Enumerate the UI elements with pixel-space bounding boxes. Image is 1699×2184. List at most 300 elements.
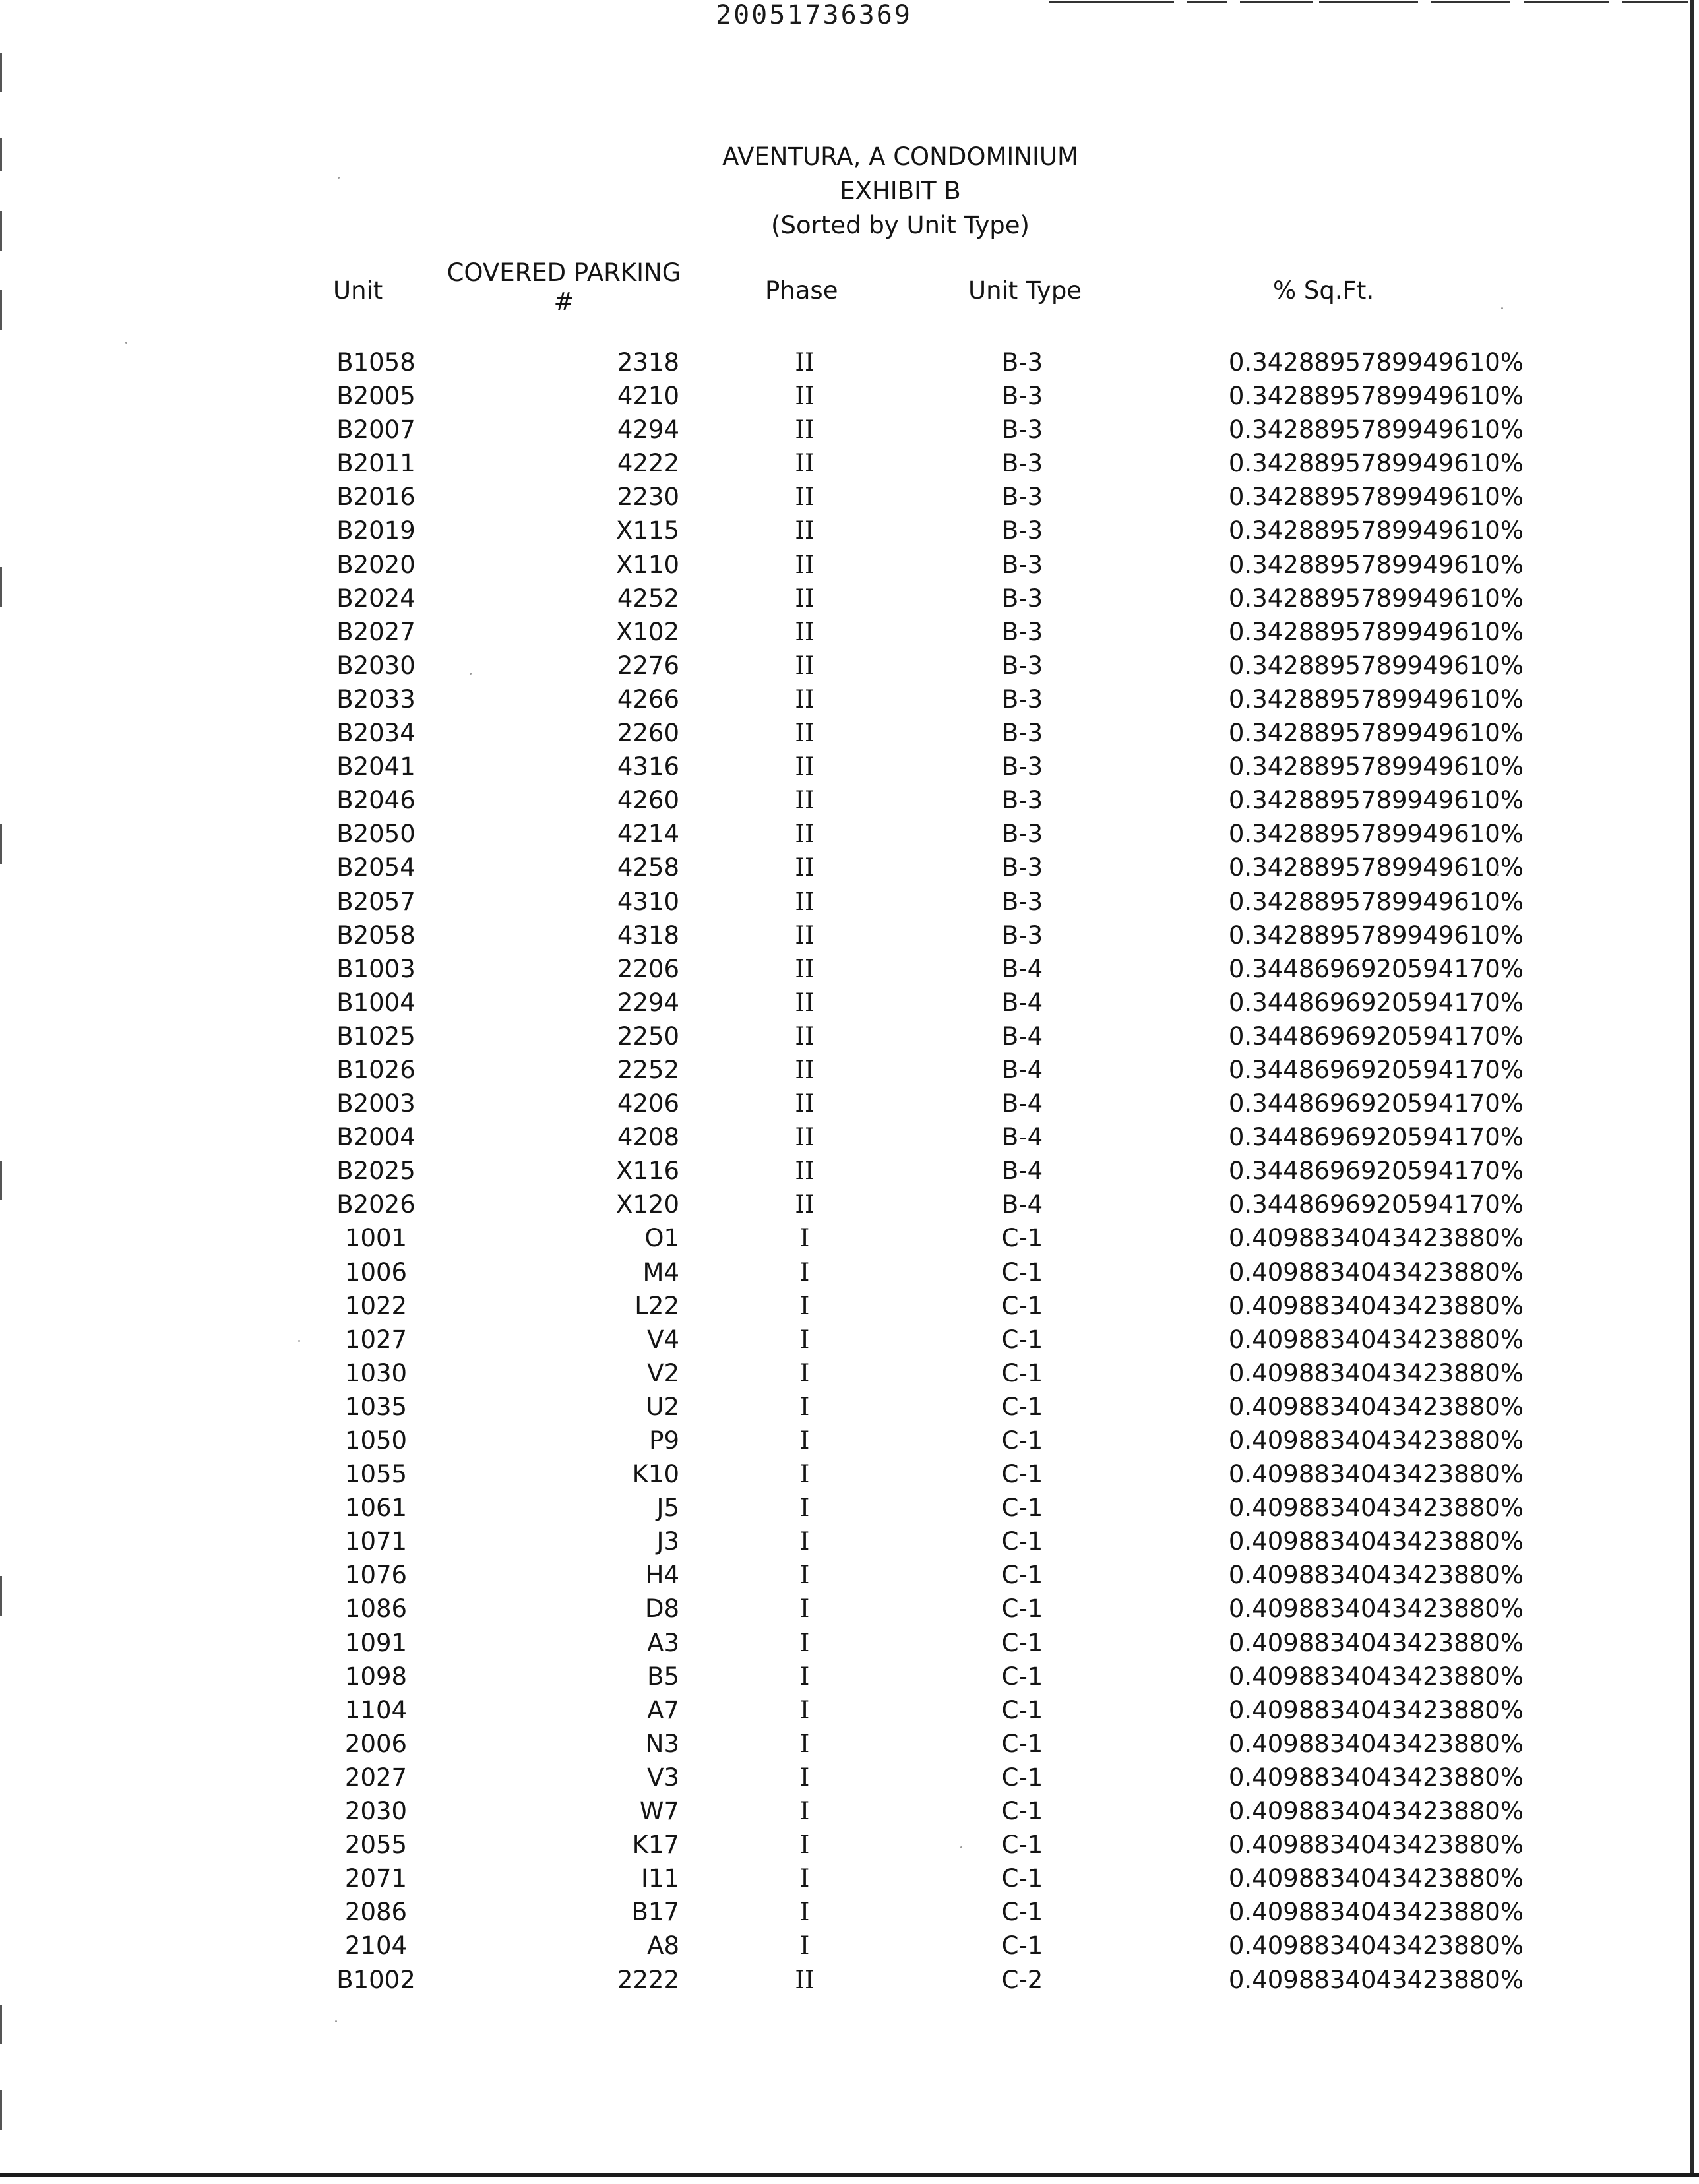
pct-sqft-cell: 0.4098834043423880% — [1228, 1291, 1524, 1320]
phase-cell: II — [795, 516, 815, 545]
pct-sqft-cell: 0.4098834043423880% — [1228, 1898, 1524, 1927]
unit-cell: B2046 — [336, 786, 416, 815]
phase-cell: I — [799, 1494, 810, 1523]
unit-type-cell: B-3 — [1001, 786, 1043, 815]
table-row — [0, 1459, 1699, 1492]
phase-cell: I — [799, 1594, 810, 1623]
unit-cell: B2034 — [336, 719, 416, 748]
unit-cell: B2026 — [336, 1190, 416, 1219]
phase-cell: I — [799, 1797, 810, 1826]
parking-cell: 2230 — [617, 483, 679, 512]
table-row — [0, 1054, 1699, 1088]
scan-edge-mark — [0, 290, 2, 330]
parking-cell: B5 — [647, 1662, 679, 1691]
parking-cell: 2250 — [617, 1021, 679, 1050]
unit-cell: 2071 — [344, 1864, 408, 1893]
unit-type-cell: B-3 — [1001, 415, 1043, 444]
scan-edge-mark — [0, 138, 2, 171]
pct-sqft-cell: 0.3448696920594170% — [1228, 1021, 1524, 1050]
parking-cell: J5 — [656, 1494, 679, 1523]
phase-cell: II — [795, 1089, 815, 1118]
pct-sqft-cell: 0.3428895789949610% — [1228, 617, 1524, 646]
pct-sqft-cell: 0.4098834043423880% — [1228, 1662, 1524, 1691]
unit-cell: 1104 — [344, 1695, 408, 1724]
table-row — [0, 751, 1699, 785]
phase-cell: II — [795, 887, 815, 916]
pct-sqft-cell: 0.4098834043423880% — [1228, 1695, 1524, 1724]
unit-type-cell: C-1 — [1001, 1931, 1043, 1960]
unit-type-cell: C-1 — [1001, 1594, 1043, 1623]
table-row — [0, 1593, 1699, 1627]
parking-cell: 2206 — [617, 954, 679, 983]
unit-cell: 1076 — [344, 1561, 408, 1590]
phase-cell: II — [795, 449, 815, 478]
table-row — [0, 886, 1699, 920]
scan-rule — [1524, 1, 1609, 3]
table-row — [0, 1661, 1699, 1695]
unit-type-cell: B-3 — [1001, 483, 1043, 512]
scan-rule — [1622, 1, 1688, 3]
unit-cell: B1003 — [336, 954, 416, 983]
pct-sqft-cell: 0.4098834043423880% — [1228, 1864, 1524, 1893]
table-row — [0, 684, 1699, 717]
unit-cell: 2086 — [344, 1898, 408, 1927]
unit-type-cell: C-1 — [1001, 1662, 1043, 1691]
table-row — [0, 1762, 1699, 1796]
parking-cell: X120 — [616, 1190, 679, 1219]
unit-type-cell: B-3 — [1001, 516, 1043, 545]
pct-sqft-cell: 0.4098834043423880% — [1228, 1358, 1524, 1387]
pct-sqft-cell: 0.4098834043423880% — [1228, 1594, 1524, 1623]
unit-cell: B2004 — [336, 1123, 416, 1152]
unit-cell: B2020 — [336, 550, 416, 579]
parking-cell: U2 — [646, 1392, 679, 1421]
unit-type-cell: B-4 — [1001, 1021, 1043, 1050]
phase-cell: II — [795, 719, 815, 748]
parking-cell: 4210 — [617, 382, 679, 411]
header-covered-parking — [442, 257, 686, 318]
pct-sqft-cell: 0.4098834043423880% — [1228, 1931, 1524, 1960]
pct-sqft-cell: 0.3428895789949610% — [1228, 786, 1524, 815]
scan-rule — [1187, 1, 1227, 3]
pct-sqft-cell: 0.4098834043423880% — [1228, 1426, 1524, 1455]
table-row — [0, 1257, 1699, 1290]
unit-cell: 1061 — [344, 1494, 408, 1523]
phase-cell: II — [795, 1157, 815, 1186]
phase-cell: I — [799, 1763, 810, 1792]
pct-sqft-cell: 0.3448696920594170% — [1228, 954, 1524, 983]
parking-cell: I11 — [641, 1864, 679, 1893]
unit-type-cell: B-3 — [1001, 550, 1043, 579]
unit-cell: 1006 — [344, 1258, 408, 1287]
scan-speck — [125, 342, 127, 344]
parking-cell: 2276 — [617, 651, 679, 680]
table-row — [0, 1796, 1699, 1829]
phase-cell: I — [799, 1561, 810, 1590]
unit-type-cell: C-1 — [1001, 1258, 1043, 1287]
pct-sqft-cell: 0.3428895789949610% — [1228, 752, 1524, 781]
pct-sqft-cell: 0.3428895789949610% — [1228, 483, 1524, 512]
pct-sqft-cell: 0.3428895789949610% — [1228, 348, 1524, 377]
table-row — [0, 448, 1699, 481]
unit-type-cell: B-3 — [1001, 921, 1043, 950]
phase-cell: II — [795, 382, 815, 411]
table-row — [0, 347, 1699, 380]
table-row — [0, 987, 1699, 1021]
pct-sqft-cell: 0.4098834043423880% — [1228, 1965, 1524, 1994]
document-title — [660, 140, 1141, 243]
parking-cell: X102 — [616, 617, 679, 646]
pct-sqft-cell: 0.3448696920594170% — [1228, 1157, 1524, 1186]
pct-sqft-cell: 0.3428895789949610% — [1228, 719, 1524, 748]
unit-cell: B2058 — [336, 921, 416, 950]
table-row — [0, 1021, 1699, 1054]
scan-rule — [1240, 1, 1313, 3]
phase-cell: II — [795, 1123, 815, 1152]
table-row — [0, 1189, 1699, 1223]
table-row — [0, 1728, 1699, 1762]
parking-cell: 4318 — [617, 921, 679, 950]
unit-type-cell: C-1 — [1001, 1426, 1043, 1455]
table-row — [0, 1896, 1699, 1930]
unit-cell: 1030 — [344, 1358, 408, 1387]
parking-cell: A3 — [647, 1628, 679, 1657]
parking-cell: 4260 — [617, 786, 679, 815]
phase-cell: I — [799, 1898, 810, 1927]
pct-sqft-cell: 0.3448696920594170% — [1228, 1123, 1524, 1152]
phase-cell: II — [795, 1021, 815, 1050]
pct-sqft-cell: 0.3428895789949610% — [1228, 651, 1524, 680]
table-row — [0, 1930, 1699, 1964]
unit-type-cell: B-3 — [1001, 449, 1043, 478]
unit-cell: B2019 — [336, 516, 416, 545]
phase-cell: I — [799, 1662, 810, 1691]
unit-type-cell: B-4 — [1001, 988, 1043, 1017]
parking-cell: D8 — [644, 1594, 679, 1623]
unit-type-cell: C-2 — [1001, 1965, 1043, 1994]
unit-cell: B2005 — [336, 382, 416, 411]
unit-type-cell: B-3 — [1001, 752, 1043, 781]
parking-cell: L22 — [634, 1291, 679, 1320]
pct-sqft-cell: 0.4098834043423880% — [1228, 1797, 1524, 1826]
parking-cell: X116 — [616, 1157, 679, 1186]
phase-cell: II — [795, 483, 815, 512]
unit-cell: 1098 — [344, 1662, 408, 1691]
parking-cell: V3 — [647, 1763, 679, 1792]
unit-type-cell: B-3 — [1001, 887, 1043, 916]
unit-type-cell: B-3 — [1001, 584, 1043, 613]
scan-page-edge-bottom — [0, 2173, 1699, 2177]
table-row — [0, 954, 1699, 987]
header-unit: Unit — [333, 276, 383, 305]
phase-cell: II — [795, 1190, 815, 1219]
phase-cell: I — [799, 1527, 810, 1556]
unit-cell: 1055 — [344, 1460, 408, 1489]
scan-rule — [1431, 1, 1510, 3]
phase-cell: I — [799, 1831, 810, 1860]
parking-cell: 4310 — [617, 887, 679, 916]
unit-type-cell: B-3 — [1001, 719, 1043, 748]
pct-sqft-cell: 0.3428895789949610% — [1228, 684, 1524, 713]
pct-sqft-cell: 0.3428895789949610% — [1228, 820, 1524, 849]
parking-cell: 2252 — [617, 1055, 679, 1084]
parking-cell: K17 — [632, 1831, 679, 1860]
table-row — [0, 1425, 1699, 1459]
table-row — [0, 1088, 1699, 1122]
unit-cell: B2054 — [336, 853, 416, 882]
table-row — [0, 1358, 1699, 1391]
unit-type-cell: C-1 — [1001, 1729, 1043, 1758]
unit-cell: 1086 — [344, 1594, 408, 1623]
phase-cell: II — [795, 550, 815, 579]
unit-cell: B2016 — [336, 483, 416, 512]
parking-cell: 4294 — [617, 415, 679, 444]
parking-cell: 2294 — [617, 988, 679, 1017]
table-row — [0, 1122, 1699, 1155]
pct-sqft-cell: 0.4098834043423880% — [1228, 1561, 1524, 1590]
pct-sqft-cell: 0.4098834043423880% — [1228, 1224, 1524, 1253]
unit-cell: B2030 — [336, 651, 416, 680]
parking-cell: 4252 — [617, 584, 679, 613]
parking-cell: V4 — [647, 1325, 679, 1354]
parking-cell: X110 — [616, 550, 679, 579]
table-row — [0, 380, 1699, 414]
parking-cell: N3 — [645, 1729, 679, 1758]
unit-cell: B1026 — [336, 1055, 416, 1084]
phase-cell: I — [799, 1358, 810, 1387]
pct-sqft-cell: 0.3428895789949610% — [1228, 887, 1524, 916]
phase-cell: I — [799, 1224, 810, 1253]
table-row — [0, 1695, 1699, 1728]
phase-cell: II — [795, 651, 815, 680]
parking-cell: A8 — [647, 1931, 679, 1960]
phase-cell: I — [799, 1931, 810, 1960]
unit-type-cell: B-4 — [1001, 1055, 1043, 1084]
header-pct-sqft: % Sq.Ft. — [1273, 276, 1375, 305]
units-table — [0, 347, 1699, 1998]
unit-cell: B2007 — [336, 415, 416, 444]
scan-rule — [1049, 1, 1174, 3]
scan-edge-mark — [0, 2090, 2, 2130]
unit-type-cell: B-3 — [1001, 651, 1043, 680]
parking-cell: A7 — [647, 1695, 679, 1724]
scan-edge-mark — [0, 211, 2, 251]
table-row — [0, 818, 1699, 852]
unit-type-cell: B-4 — [1001, 1157, 1043, 1186]
parking-cell: X115 — [616, 516, 679, 545]
parking-cell: 2222 — [617, 1965, 679, 1994]
table-row — [0, 549, 1699, 583]
unit-cell: B1004 — [336, 988, 416, 1017]
pct-sqft-cell: 0.4098834043423880% — [1228, 1325, 1524, 1354]
unit-type-cell: B-3 — [1001, 820, 1043, 849]
unit-type-cell: C-1 — [1001, 1358, 1043, 1387]
table-row — [0, 481, 1699, 515]
unit-cell: 1035 — [344, 1392, 408, 1421]
unit-type-cell: C-1 — [1001, 1494, 1043, 1523]
pct-sqft-cell: 0.3428895789949610% — [1228, 550, 1524, 579]
table-row — [0, 1964, 1699, 1998]
phase-cell: I — [799, 1460, 810, 1489]
phase-cell: II — [795, 954, 815, 983]
parking-cell: 4206 — [617, 1089, 679, 1118]
pct-sqft-cell: 0.3448696920594170% — [1228, 988, 1524, 1017]
phase-cell: II — [795, 752, 815, 781]
phase-cell: II — [795, 348, 815, 377]
header-covered-parking-line1: COVERED PARKING — [447, 258, 681, 287]
unit-cell: B2003 — [336, 1089, 416, 1118]
phase-cell: I — [799, 1291, 810, 1320]
unit-type-cell: C-1 — [1001, 1224, 1043, 1253]
unit-type-cell: C-1 — [1001, 1797, 1043, 1826]
table-row — [0, 920, 1699, 954]
unit-cell: B2033 — [336, 684, 416, 713]
title-line: EXHIBIT B — [840, 177, 961, 205]
unit-type-cell: C-1 — [1001, 1898, 1043, 1927]
title-line: (Sorted by Unit Type) — [771, 211, 1030, 239]
unit-cell: B2011 — [336, 449, 416, 478]
table-row — [0, 1526, 1699, 1560]
unit-type-cell: B-4 — [1001, 1123, 1043, 1152]
table-row — [0, 1863, 1699, 1896]
phase-cell: II — [795, 988, 815, 1017]
unit-type-cell: C-1 — [1001, 1864, 1043, 1893]
unit-cell: 1001 — [344, 1224, 408, 1253]
pct-sqft-cell: 0.4098834043423880% — [1228, 1494, 1524, 1523]
phase-cell: I — [799, 1628, 810, 1657]
table-row — [0, 1560, 1699, 1593]
phase-cell: I — [799, 1325, 810, 1354]
unit-type-cell: C-1 — [1001, 1527, 1043, 1556]
unit-cell: B1058 — [336, 348, 416, 377]
table-row — [0, 414, 1699, 448]
scan-speck — [335, 2020, 337, 2022]
phase-cell: II — [795, 1965, 815, 1994]
unit-cell: B2024 — [336, 584, 416, 613]
table-row — [0, 717, 1699, 751]
unit-cell: 2104 — [344, 1931, 408, 1960]
unit-cell: B1002 — [336, 1965, 416, 1994]
pct-sqft-cell: 0.4098834043423880% — [1228, 1258, 1524, 1287]
unit-cell: B2027 — [336, 617, 416, 646]
unit-cell: 1071 — [344, 1527, 408, 1556]
unit-cell: B2057 — [336, 887, 416, 916]
table-row — [0, 1829, 1699, 1863]
parking-cell: 4214 — [617, 820, 679, 849]
phase-cell: I — [799, 1864, 810, 1893]
pct-sqft-cell: 0.3448696920594170% — [1228, 1190, 1524, 1219]
unit-cell: B2025 — [336, 1157, 416, 1186]
pct-sqft-cell: 0.3428895789949610% — [1228, 853, 1524, 882]
parking-cell: 2318 — [617, 348, 679, 377]
phase-cell: I — [799, 1729, 810, 1758]
parking-cell: O1 — [644, 1224, 679, 1253]
pct-sqft-cell: 0.4098834043423880% — [1228, 1628, 1524, 1657]
table-row — [0, 1223, 1699, 1256]
unit-cell: B1025 — [336, 1021, 416, 1050]
unit-type-cell: B-3 — [1001, 382, 1043, 411]
unit-type-cell: B-3 — [1001, 348, 1043, 377]
pct-sqft-cell: 0.3428895789949610% — [1228, 382, 1524, 411]
pct-sqft-cell: 0.3448696920594170% — [1228, 1055, 1524, 1084]
parking-cell: 2260 — [617, 719, 679, 748]
pct-sqft-cell: 0.3428895789949610% — [1228, 449, 1524, 478]
table-row — [0, 852, 1699, 886]
scan-edge-mark — [0, 2005, 2, 2044]
unit-type-cell: B-3 — [1001, 617, 1043, 646]
unit-type-cell: B-3 — [1001, 684, 1043, 713]
table-row — [0, 515, 1699, 549]
document-number: 20051736369 — [716, 0, 912, 30]
scan-speck — [1501, 307, 1503, 309]
unit-cell: 1022 — [344, 1291, 408, 1320]
phase-cell: I — [799, 1258, 810, 1287]
parking-cell: J3 — [656, 1527, 679, 1556]
header-phase: Phase — [765, 276, 838, 305]
parking-cell: 4208 — [617, 1123, 679, 1152]
unit-type-cell: C-1 — [1001, 1628, 1043, 1657]
phase-cell: II — [795, 786, 815, 815]
unit-type-cell: C-1 — [1001, 1291, 1043, 1320]
unit-type-cell: C-1 — [1001, 1763, 1043, 1792]
unit-cell: 2006 — [344, 1729, 408, 1758]
phase-cell: II — [795, 853, 815, 882]
parking-cell: 4222 — [617, 449, 679, 478]
phase-cell: II — [795, 415, 815, 444]
parking-cell: P9 — [649, 1426, 679, 1455]
header-covered-parking-line2: # — [553, 288, 574, 316]
unit-type-cell: C-1 — [1001, 1561, 1043, 1590]
scan-speck — [338, 177, 340, 179]
phase-cell: I — [799, 1426, 810, 1455]
unit-type-cell: B-4 — [1001, 954, 1043, 983]
table-row — [0, 1391, 1699, 1425]
table-row — [0, 617, 1699, 650]
parking-cell: H4 — [645, 1561, 679, 1590]
title-line: AVENTURA, A CONDOMINIUM — [722, 142, 1078, 171]
header-unit-type: Unit Type — [968, 276, 1082, 305]
pct-sqft-cell: 0.3428895789949610% — [1228, 415, 1524, 444]
unit-cell: 1027 — [344, 1325, 408, 1354]
table-row — [0, 650, 1699, 684]
parking-cell: K10 — [632, 1460, 679, 1489]
table-row — [0, 1155, 1699, 1189]
pct-sqft-cell: 0.4098834043423880% — [1228, 1729, 1524, 1758]
unit-cell: 2027 — [344, 1763, 408, 1792]
phase-cell: II — [795, 820, 815, 849]
table-row — [0, 1627, 1699, 1661]
table-row — [0, 785, 1699, 818]
parking-cell: 4258 — [617, 853, 679, 882]
unit-cell: 1050 — [344, 1426, 408, 1455]
pct-sqft-cell: 0.3428895789949610% — [1228, 921, 1524, 950]
phase-cell: II — [795, 1055, 815, 1084]
parking-cell: M4 — [642, 1258, 679, 1287]
unit-type-cell: C-1 — [1001, 1695, 1043, 1724]
table-row — [0, 1290, 1699, 1324]
parking-cell: 4266 — [617, 684, 679, 713]
pct-sqft-cell: 0.4098834043423880% — [1228, 1831, 1524, 1860]
phase-cell: II — [795, 684, 815, 713]
pct-sqft-cell: 0.3428895789949610% — [1228, 584, 1524, 613]
unit-cell: 1091 — [344, 1628, 408, 1657]
pct-sqft-cell: 0.3448696920594170% — [1228, 1089, 1524, 1118]
pct-sqft-cell: 0.4098834043423880% — [1228, 1763, 1524, 1792]
unit-cell: B2050 — [336, 820, 416, 849]
unit-cell: B2041 — [336, 752, 416, 781]
parking-cell: 4316 — [617, 752, 679, 781]
unit-type-cell: B-4 — [1001, 1190, 1043, 1219]
